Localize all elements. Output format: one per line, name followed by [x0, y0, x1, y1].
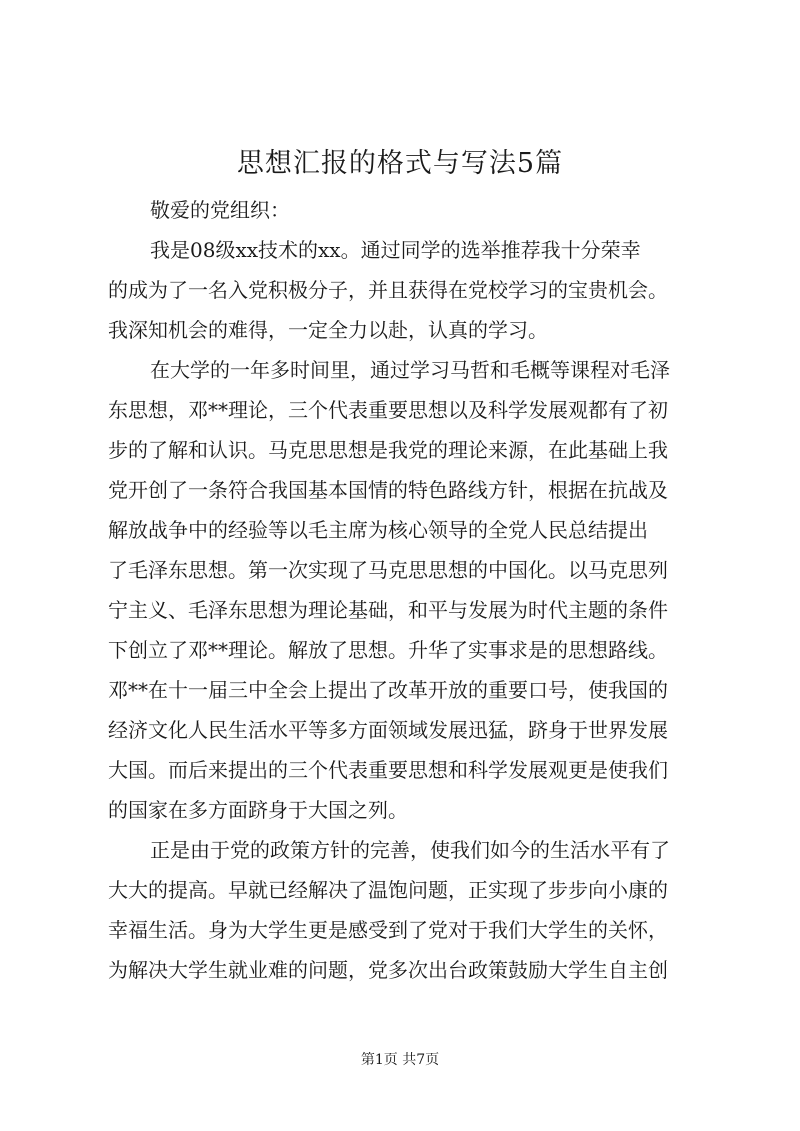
paragraph-line: 解放战争中的经验等以毛主席为核心领导的全党人民总结提出 [108, 518, 648, 542]
paragraph-line: 下创立了邓**理论。解放了思想。升华了实事求是的思想路线。 [108, 638, 668, 662]
page-number-footer: 第1页 共7页 [360, 1052, 440, 1068]
paragraph-line: 大国。而后来提出的三个代表重要思想和科学发展观更是使我们 [108, 758, 668, 782]
paragraph-line: 在大学的一年多时间里，通过学习马哲和毛概等课程对毛泽 [150, 358, 670, 382]
page-title: 思想汇报的格式与写法5篇 [236, 148, 564, 179]
paragraph-line: 的成为了一名入党积极分子，并且获得在党校学习的宝贵机会。 [108, 278, 668, 302]
paragraph-line: 我深知机会的难得，一定全力以赴，认真的学习。 [108, 318, 548, 342]
paragraph-line: 我是08级xx技术的xx。通过同学的选举推荐我十分荣幸 [150, 238, 641, 262]
paragraph-line: 步的了解和认识。马克思思想是我党的理论来源，在此基础上我 [108, 438, 668, 462]
paragraph-line: 了毛泽东思想。第一次实现了马克思思想的中国化。以马克思列 [108, 558, 668, 582]
paragraph-line: 党开创了一条符合我国基本国情的特色路线方针，根据在抗战及 [108, 478, 668, 502]
paragraph-line: 的国家在多方面跻身于大国之列。 [108, 798, 408, 822]
paragraph-line: 大大的提高。早就已经解决了温饱问题，正实现了步步向小康的 [108, 878, 668, 902]
paragraph-line: 幸福生活。身为大学生更是感受到了党对于我们大学生的关怀， [108, 918, 668, 942]
paragraph-line: 经济文化人民生活水平等多方面领域发展迅猛，跻身于世界发展 [108, 718, 668, 742]
paragraph-line: 正是由于党的政策方针的完善，使我们如今的生活水平有了 [150, 838, 670, 862]
paragraph-line: 东思想，邓**理论，三个代表重要思想以及科学发展观都有了初 [108, 398, 668, 422]
paragraph-line: 宁主义、毛泽东思想为理论基础，和平与发展为时代主题的条件 [108, 598, 668, 622]
paragraph-line: 为解决大学生就业难的问题，党多次出台政策鼓励大学生自主创 [108, 958, 668, 982]
paragraph-line: 邓**在十一届三中全会上提出了改革开放的重要口号，使我国的 [108, 678, 668, 702]
salutation: 敬爱的党组织： [150, 198, 290, 222]
document-body [108, 190, 700, 990]
